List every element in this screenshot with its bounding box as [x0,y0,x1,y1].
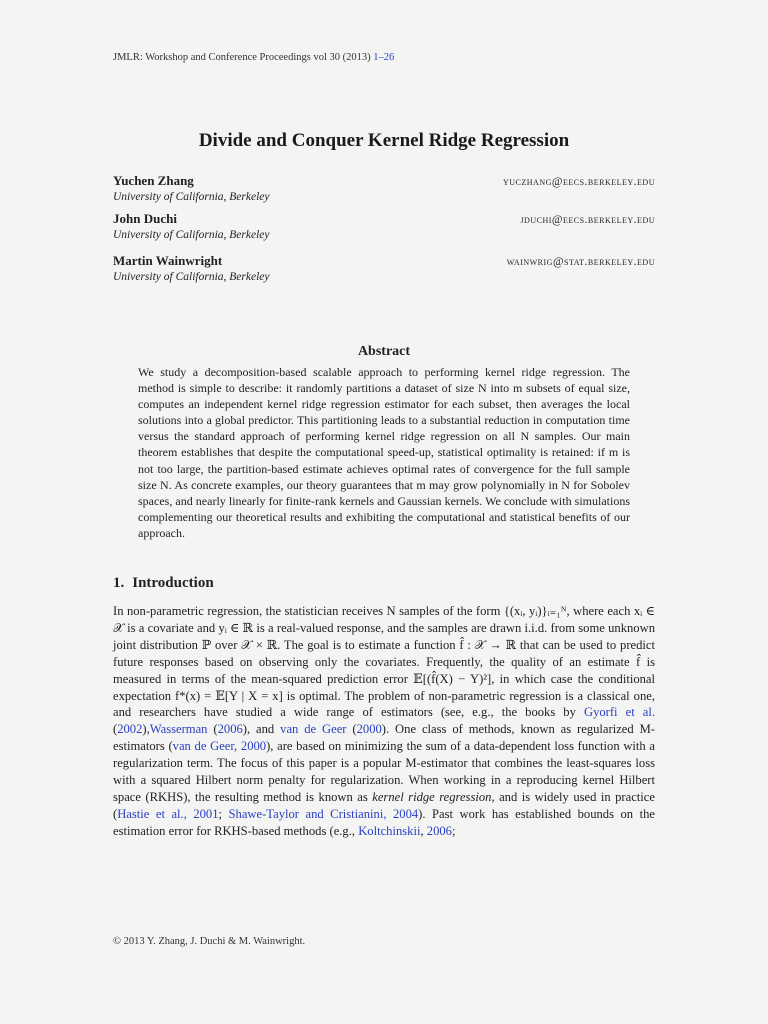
abstract-text: We study a decomposition-based scalable approach to performing kernel ridge regression. The method is simple to describe: it randomly partitions a dataset of size N into m subsets of equal size, computes an independent kernel ridge regression estimator for each subset, then averages the local solutions into a global predictor. This partitioning leads to a substantial reduction in computation time versus the standard approach of performing kernel ridge regression on all N samples. Our main theorem establishes that despite the computational speed-up, statistical optimality is retained: if m is not too large, the partition-based estimate achieves optimal rates of convergence for the full sample size N. As concrete examples, our theory guarantees that m may grow polynomially in N for Sobolev spaces, and nearly linearly for finite-rank kernels and Gaussian kernels. We conclude with simulations complementing our theoretical results and exhibiting the computational and statistical benefits of our approach. [138,365,630,540]
author-name: Yuchen Zhang [113,173,194,188]
copyright-footer: © 2013 Y. Zhang, J. Duchi & M. Wainwright. [113,936,306,947]
intro-text: In non-parametric regression, the statistician receives N samples of the form {(xᵢ, yᵢ)}ᵢ₌₁ᴺ, where each xᵢ ∈ 𝒳 is a covariate and yᵢ ∈ ℝ is a real-valued response, and the samples are drawn i.i.d. from some unknown joint distribution ℙ over 𝒳 × ℝ. The goal is to estimate a function f̂ : 𝒳 → ℝ that can be used to predict future responses based on observing only the covariates. Frequently, the quality of an estimate f̂ is measured in terms of the mean-squared prediction error 𝔼[(f̂(X) − Y)²], in which case the conditional expectation f*(x) = 𝔼[Y | X = x] is optimal. The problem of non-parametric regression is a classical one, and researchers have studied a wide range of estimators (see, e.g., the books by [113,604,655,720]
section-heading [113,575,214,592]
intro-text: ). Past work has established bounds on the estimation error for RKHS-based methods (e.g., [113,806,655,838]
citation-link[interactable]: van de Geer [280,722,347,737]
section-number: 1. [113,575,125,591]
author-name: John Duchi [113,211,177,226]
citation-link[interactable]: Hastie et al., 2001 [117,806,219,821]
citation-link[interactable]: Shawe-Taylor and Cristianini, 2004 [228,806,419,821]
intro-text: ), are based on minimizing the sum of a data-dependent loss function with a regularization term. The focus of this paper is a popular M-estimator that combines the least-squares loss with a squared Hilbert norm penalty for regularization. When working in a reproducing kernel Hilbert space (RKHS), the resulting method is known as [113,739,655,804]
author-affiliation: University of California, Berkeley [113,229,270,241]
author-block-3 [113,253,655,283]
citation-year-link[interactable]: 2000 [356,722,382,737]
citation-link[interactable]: Wasserman [149,722,208,737]
citation-link[interactable]: Koltchinskii [358,823,421,838]
author-affiliation: University of California, Berkeley [113,191,270,203]
citation-year-link[interactable]: 2006 [426,823,452,838]
intro-text: ; [451,823,456,838]
author-email: yuczhang@eecs.berkeley.edu [502,176,655,188]
abstract-heading: Abstract [357,344,411,359]
page-range-link[interactable]: 1–26 [373,52,395,63]
author-block-1 [113,173,655,203]
intro-paragraph: In non-parametric regression, the statistician receives N samples of the form {(xᵢ, yᵢ)}ᵢ₌₁ᴺ, where each xᵢ ∈ 𝒳 is a covariate and yᵢ ∈ ℝ is a real-valued response, and the samples are drawn i.i.d. from some unknown joint distribution ℙ over 𝒳 × ℝ. The goal is to estimate a function f̂ : 𝒳 → ℝ that can be used to predict future responses based on observing only the covariates. Frequently, the quality of an estimate f̂ is measured in terms of the mean-squared prediction error 𝔼[(f̂(X) − Y)²], in which case the conditional expectation f*(x) = 𝔼[Y | X = x] is optimal. The problem of non-parametric regression is a classical one, and researchers have studied a wide range of estimators (see, e.g., the books by Gyorfi et al. (2002),Wasserman (2006), and van de Geer (2000). One class of methods, known as regularized M-estimators (van de Geer, 2000), are based on minimizing the sum of a data-dependent loss function with a regularization term. The focus of this paper is a popular M-estimator that combines the least-squares loss with a squared Hilbert norm penalty for regularization. When working in a reproducing kernel Hilbert space (RKHS), the resulting method is known as kernel ridge regression, and is widely used in practice (Hastie et al., 2001; Shawe-Taylor and Cristianini, 2004). Past work has established bounds on the estimation error for RKHS-based methods (e.g., Koltchinskii, 2006; [113,604,655,838]
running-head [113,52,394,63]
intro-text: , and is widely used in practice ( [113,789,655,821]
author-block-2 [113,211,655,241]
citation-link[interactable]: Gyorfi et al. [583,705,655,720]
author-affiliation: University of California, Berkeley [113,271,270,283]
author-name: Martin Wainwright [113,253,223,268]
running-head-text: JMLR: Workshop and Conference Proceedings vol 30 (2013) [113,52,374,63]
emphasis-text: kernel ridge regression [372,789,492,804]
citation-year-link[interactable]: 2006 [217,722,243,737]
author-email: jduchi@eecs.berkeley.edu [520,214,655,226]
intro-text: , and [246,722,281,737]
intro-text: ; [218,806,229,821]
paper-title: Divide and Conquer Kernel Ridge Regression [198,130,570,151]
intro-text: ). One class of methods, known as regularized M-estimators ( [113,722,655,754]
author-email: wainwrig@stat.berkeley.edu [506,256,655,268]
citation-link[interactable]: van de Geer, 2000 [172,739,267,754]
section-title: Introduction [132,575,214,591]
citation-year-link[interactable]: 2002 [117,722,143,737]
